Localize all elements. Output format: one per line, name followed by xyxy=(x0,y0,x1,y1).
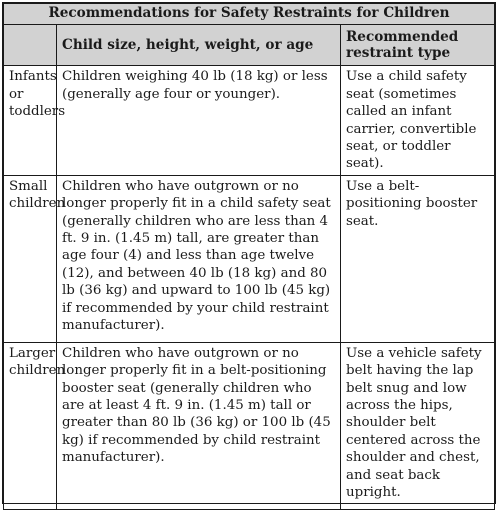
table-title: Recommendations for Safety Restraints for Children xyxy=(4,4,495,25)
restraint-recommendations-table xyxy=(3,3,495,510)
table-header-row xyxy=(4,25,495,66)
row-child-size: Children weighing 40 lb (18 kg) or less (generally age four or younger). xyxy=(57,66,341,175)
table-row-larger-children xyxy=(4,342,495,509)
header-child-size: Child size, height, weight, or age xyxy=(57,25,341,66)
row-category: Small children xyxy=(4,175,57,342)
row-restraint-type: Use a vehicle safety belt having the lap belt snug and low across the hips, shoulder belt centered across the shoulder and chest, and seat back upright. xyxy=(341,342,495,509)
table-row-infants xyxy=(4,66,495,175)
header-category xyxy=(4,25,57,66)
row-child-size: Children who have outgrown or no longer properly fit in a child safety seat (generally children who are less than 4 ft. 9 in. (1.45 m) tall, are greater than age four (4) and less than age twelve (12), and between 40 lb (18 kg) and 80 lb (36 kg) and upward to 100 lb (45 kg) if recommended by your child restraint manufacturer). xyxy=(57,175,341,342)
row-category: Infants or toddlers xyxy=(4,66,57,175)
table-title-row xyxy=(4,4,495,25)
row-restraint-type: Use a belt-positioning booster seat. xyxy=(341,175,495,342)
row-category: Larger children xyxy=(4,342,57,509)
row-restraint-type: Use a child safety seat (sometimes called an infant carrier, convertible seat, or toddler seat). xyxy=(341,66,495,175)
restraint-recommendations-table-wrapper xyxy=(2,2,496,504)
header-restraint-type: Recommended restraint type xyxy=(341,25,495,66)
table-row-small-children xyxy=(4,175,495,342)
row-child-size: Children who have outgrown or no longer properly fit in a belt-positioning booster seat (generally children who are at least 4 ft. 9 in. (1.45 m) tall or greater than 80 lb (36 kg) or 100 lb (45 kg) if recommended by child restraint manufacturer). xyxy=(57,342,341,509)
